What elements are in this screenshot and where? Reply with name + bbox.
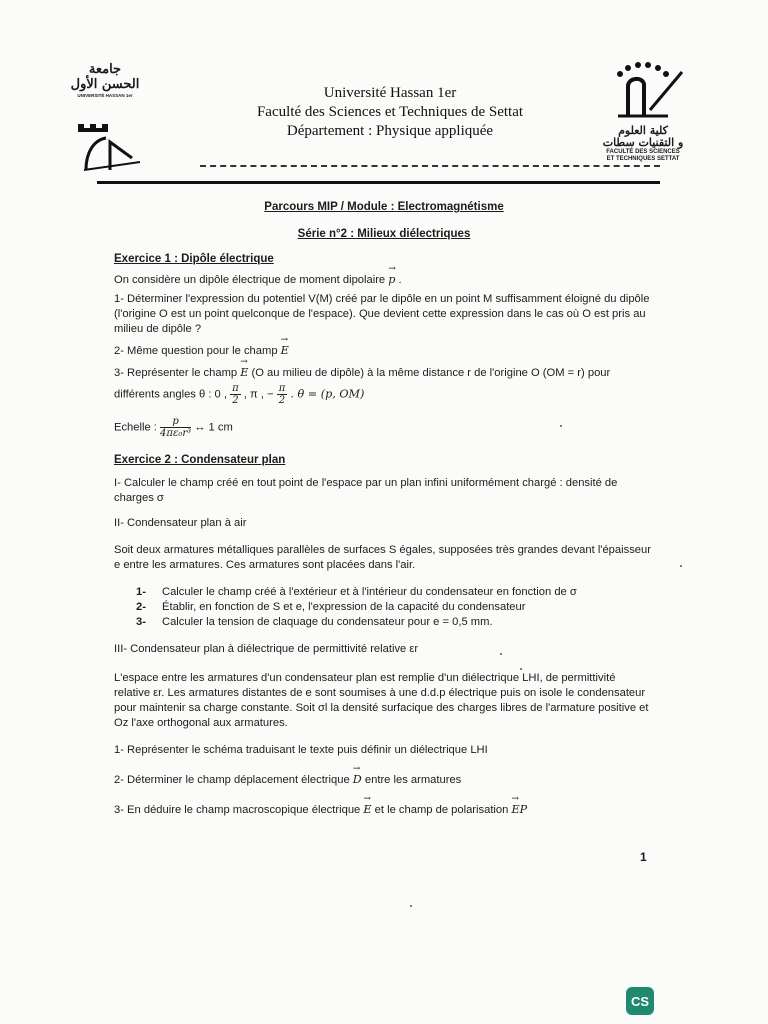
department-name: Département : Physique appliquée	[286, 123, 494, 139]
scan-speck	[560, 425, 562, 427]
logo-right-arabic-2: و التقنيات سطات	[602, 136, 684, 149]
exercise-1-scale	[114, 416, 654, 439]
exercise-1-intro: On considère un dipôle électrique de moment dipolaire → p .	[114, 272, 654, 288]
scale-fraction	[160, 416, 191, 439]
list-item-number: 3-	[136, 616, 146, 628]
frac-den: 2	[232, 395, 239, 406]
dipole-moment-symbol: → p	[388, 272, 395, 287]
pi-over-2-fraction	[230, 383, 241, 406]
exercise-content	[114, 200, 654, 818]
logo-right-latin-2: ET TECHNIQUES SETTAT	[606, 156, 680, 162]
q-text: 3- En déduire le champ macroscopique électrique	[114, 804, 361, 816]
scan-speck	[680, 565, 682, 567]
exercise-1-angles	[114, 383, 654, 406]
university-name: Université Hassan 1er	[323, 85, 457, 101]
exercise-1-question-2	[114, 343, 654, 359]
field-E-symbol-2: → E	[240, 365, 248, 380]
faculty-emblem-icon	[598, 60, 688, 120]
intro-text: On considère un dipôle électrique de moment dipolaire	[114, 274, 386, 286]
list-item	[136, 585, 654, 600]
scan-speck	[410, 905, 412, 907]
logo-left-arabic: جامعة الحسن الأول	[70, 62, 140, 92]
q-text-b: entre les armatures	[364, 774, 462, 786]
header-dashed-divider	[200, 165, 660, 167]
university-emblem-icon	[70, 102, 150, 172]
exercise-1-question-1: 1- Déterminer l'expression du potentiel V(M) créé par le dipôle en un point M suffisamment éloigné du dipôle (l'origine O est un point quelconque de l'espace). Que devient cette expression dans le cas où O est pris au milieu de dipôle ?	[114, 293, 650, 335]
list-item-number: 1-	[136, 586, 146, 598]
frac-num-2: π	[278, 383, 286, 394]
institution-header	[220, 84, 560, 141]
exercise-2-part-II-text: Soit deux armatures métalliques parallèles de surfaces S égales, supposées très grandes devant l'épaisseur e entre les armatures. Ces armatures sont placées dans l'air.	[114, 544, 651, 571]
field-D-symbol: → D	[353, 772, 362, 787]
university-logo	[70, 62, 180, 162]
list-item-text: Établir, en fonction de S et e, l'expression de la capacité du condensateur	[162, 601, 526, 613]
faculty-name: Faculté des Sciences et Techniques de Settat	[256, 104, 524, 120]
scale-equivalence: ↔ 1 cm	[194, 421, 233, 434]
exercise-2-part-I: I- Calculer le champ créé en tout point de l'espace par un plan infini uniformément chargé : densité de charges σ	[114, 477, 618, 504]
scale-label: Echelle :	[114, 421, 157, 434]
course-title: Parcours MIP / Module : Electromagnétisme	[264, 201, 504, 213]
exercise-1-question-3	[114, 365, 654, 381]
exercise-2-part-III-q1: 1- Représenter le schéma traduisant le texte puis définir un diélectrique LHI	[114, 744, 488, 756]
q3-text-c: différents angles θ : 0 ,	[114, 388, 227, 401]
logo-right-arabic-1: كلية العلوم	[618, 124, 668, 137]
q3-text-b: (O au milieu de dipôle) à la même distance r de l'origine O (OM = r) pour	[251, 367, 611, 379]
exercise-2-part-II-list	[114, 585, 654, 630]
exercise-1-title: Exercice 1 : Dipôle électrique	[114, 253, 274, 265]
field-E-symbol-3: → E	[363, 802, 371, 817]
camscanner-badge-icon: CS	[626, 987, 654, 1015]
frac-den-2: 2	[278, 395, 286, 406]
exercise-2-part-II-title: II- Condensateur plan à air	[114, 517, 247, 529]
exercise-2-title: Exercice 2 : Condensateur plan	[114, 454, 286, 466]
scan-speck	[500, 653, 502, 655]
field-EP-symbol: → EP	[511, 802, 527, 817]
scan-speck	[520, 668, 522, 670]
q-text: 2- Déterminer le champ déplacement électrique	[114, 774, 350, 786]
list-item	[136, 615, 654, 630]
theta-definition: . θ = (p, OM)	[290, 387, 365, 401]
exercise-2-part-III-title: III- Condensateur plan à diélectrique de permittivité relative εr	[114, 643, 419, 655]
list-item-text: Calculer la tension de claquage du condensateur pour e = 0,5 mm.	[162, 616, 493, 628]
page-number: 1	[640, 850, 647, 864]
logo-left-latin: UNIVERSITÉ HASSAN 1er	[77, 93, 133, 98]
q3-text-d: , π , −	[243, 388, 274, 401]
q-text-b: et le champ de polarisation	[374, 804, 509, 816]
exercise-2-part-III-text: L'espace entre les armatures d'un condensateur plan est remplie d'un diélectrique LHI, de permittivité relative εr. Les armatures distantes de e sont soumises à une d.d.p électrique puis on isole le condensateur pour maintenir sa charge constante. Soit σl la densité surfacique des charges libres de l'armature positive et Oz l'axe orthogonal aux armatures.	[114, 672, 649, 729]
exercise-2-part-III-q2	[114, 772, 654, 788]
scale-num: p	[160, 416, 191, 428]
minus-pi-over-2-fraction	[277, 383, 288, 406]
series-title: Série n°2 : Milieux diélectriques	[297, 228, 471, 240]
q3-text-a: 3- Représenter le champ	[114, 367, 238, 379]
faculty-logo	[588, 60, 698, 170]
q2-text: 2- Même question pour le champ	[114, 345, 278, 357]
frac-num: π	[232, 383, 239, 394]
list-item-number: 2-	[136, 601, 146, 613]
logo-right-latin-1: FACULTÉ DES SCIENCES	[606, 149, 680, 155]
list-item-text: Calculer le champ créé à l'extérieur et à l'intérieur du condensateur en fonction de σ	[162, 586, 577, 598]
scale-den: 4πε₀r³	[160, 428, 192, 439]
exercise-2-part-III-q3	[114, 802, 654, 818]
field-E-symbol: → E	[281, 343, 289, 358]
header-rule	[97, 181, 660, 184]
list-item	[136, 600, 654, 615]
